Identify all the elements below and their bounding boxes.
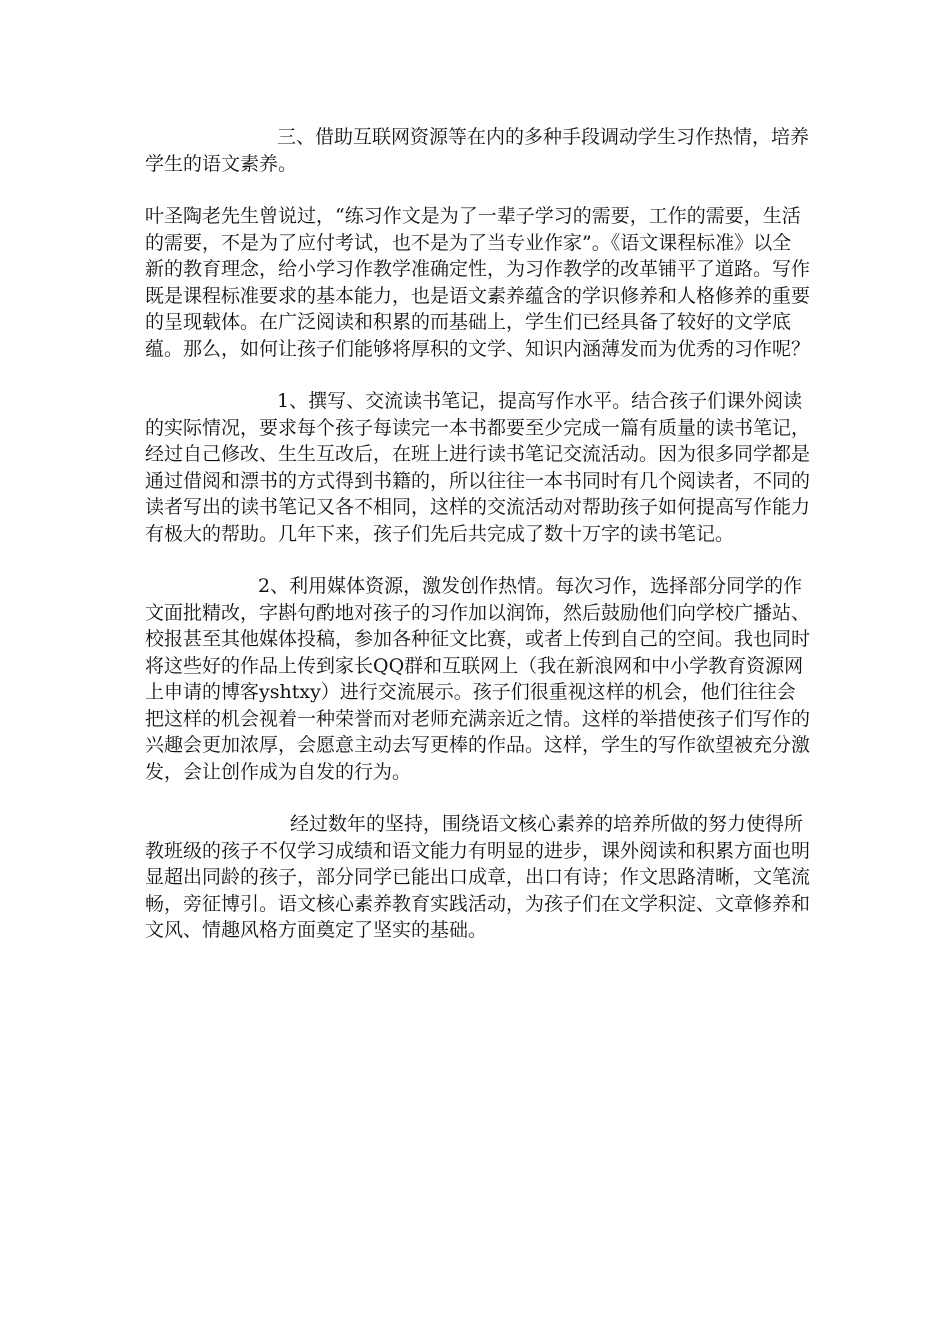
paragraph-conclusion: 经过数年的坚持，围绕语文核心素养的培养所做的努力使得所教班级的孩子不仅学习成绩和语文能力有明显的进步，课外阅读和积累方面也明显超出同龄的孩子，部分同学已能出口成章，出口有诗；作文思路清晰，文笔流畅，旁征博引。语文核心素养教育实践活动，为孩子们在文学积淀、文章修养和文风、情趣风格方面奠定了坚实的基础。 [145, 813, 811, 941]
paragraph-media-resources: 2、利用媒体资源，激发创作热情。每次习作，选择部分同学的作文面批精改，字斟句酌地对孩子的习作加以润饰，然后鼓励他们向学校广播站、校报甚至其他媒体投稿，参加各种征文比赛，或者上传到自己的空间。我也同时将这些好的作品上传到家长QQ群和互联网上（我在新浪网和中小学教育资源网上申请的博客yshtxy）进行交流展示。孩子们很重视这样的机会，他们往往会把这样的机会视着一种荣誉而对老师充满亲近之情。这样的举措使孩子们写作的兴趣会更加浓厚，会愿意主动去写更棒的作品。这样，学生的写作欲望被充分激发，会让创作成为自发的行为。 [145, 575, 811, 783]
section-heading: 三、借助互联网资源等在内的多种手段调动学生习作热情，培养学生的语文素养。 [145, 126, 810, 175]
paragraph-spacer [145, 785, 810, 811]
paragraph-spacer [145, 362, 810, 388]
document-body [145, 124, 810, 944]
paragraph-intro: 叶圣陶老先生曾说过，“练习作文是为了一辈子学习的需要，工作的需要，生活的需要，不是为了应付考试，也不是为了当专业作家”。《语文课程标准》以全新的教育理念，给小学习作教学准确定性，为习作教学的改革铺平了道路。写作既是课程标准要求的基本能力，也是语文素养蕴含的学识修养和人格修养的重要的呈现载体。在广泛阅读和积累的而基础上，学生们已经具备了较好的文学底蕴。那么，如何让孩子们能够将厚积的文学、知识内涵薄发而为优秀的习作呢？ [145, 205, 811, 360]
paragraph-spacer [145, 177, 810, 203]
paragraph-reading-notes: 1、撰写、交流读书笔记，提高写作水平。结合孩子们课外阅读的实际情况，要求每个孩子每读完一本书都要至少完成一篇有质量的读书笔记，经过自己修改、生生互改后，在班上进行读书笔记交流活动。因为很多同学都是通过借阅和漂书的方式得到书籍的，所以往往一本书同时有几个阅读者，不同的读者写出的读书笔记又各不相同，这样的交流活动对帮助孩子如何提高写作能力有极大的帮助。几年下来，孩子们先后共完成了数十万字的读书笔记。 [145, 390, 811, 545]
paragraph-spacer [145, 547, 810, 573]
